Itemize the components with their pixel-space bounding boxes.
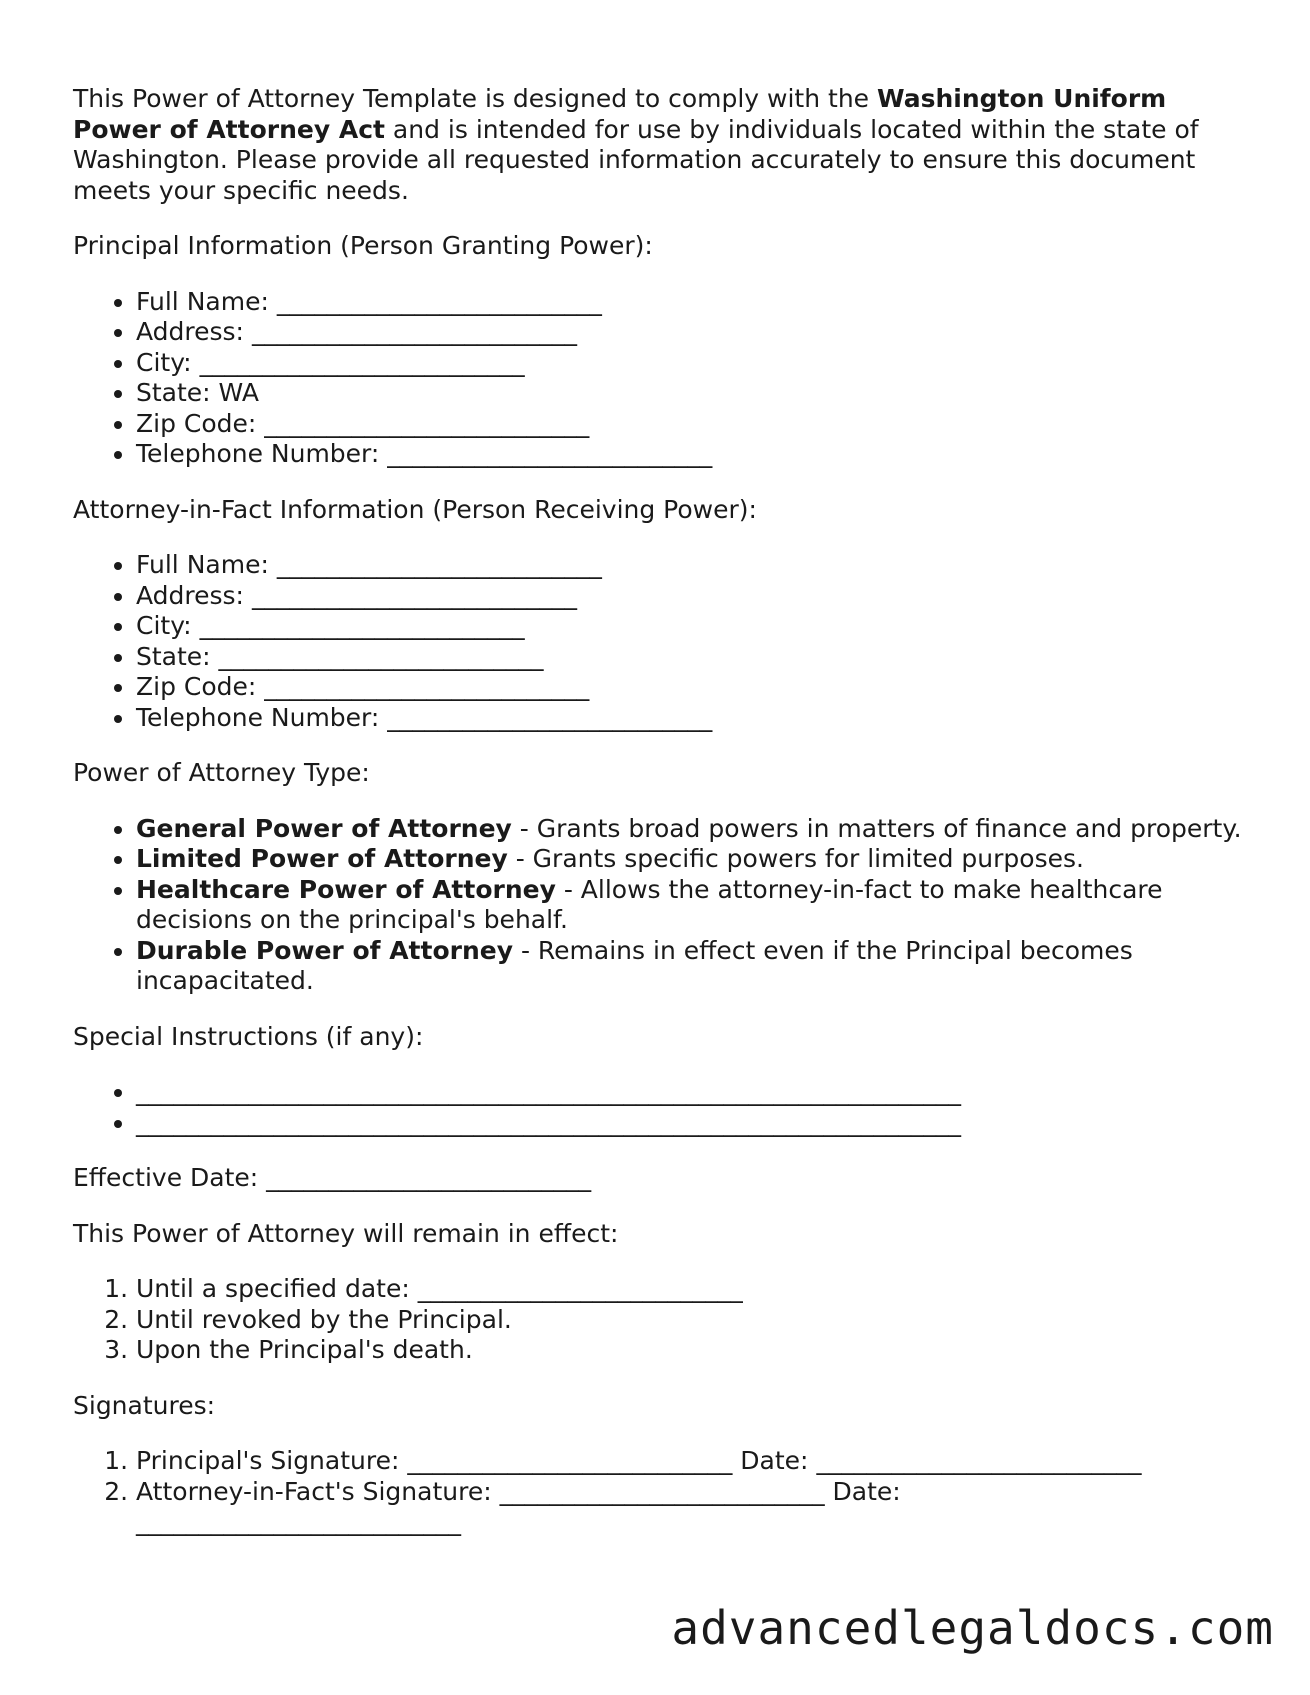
effective-date: Effective Date: __________________________ [73,1163,592,1192]
special-instruction-line [136,1077,1253,1108]
signatures-heading: Signatures: [73,1390,216,1420]
poa-type-list [73,814,1253,997]
principal-fields [73,287,1253,470]
principal-signature-date-blank[interactable]: __________________________ [816,1446,1142,1475]
special-instruction-blank[interactable]: __________________________________________________________________ [136,1077,961,1106]
duration-upon-death: 3. Upon the Principal's death. [136,1335,1253,1366]
principal-heading: Principal Information (Person Granting Power): [73,231,653,260]
attorney-state-blank[interactable]: __________________________ [218,641,544,671]
principal-city-blank[interactable]: __________________________ [199,347,525,377]
poa-type-heading: Power of Attorney Type: [73,758,370,787]
poa-type-limited: • Limited Power of Attorney - Grants specific powers for limited purposes. [136,844,1253,875]
poa-type-healthcare: • Healthcare Power of Attorney - Allows the attorney-in-fact to make healthcare decisions on the principal's behalf. [136,875,1253,936]
duration-until-revoked: 2. Until revoked by the Principal. [136,1305,1253,1336]
principal-full-name: • Full Name: __________________________ [136,287,1253,318]
duration-list [73,1274,1253,1366]
principal-state: • State: WA [136,378,1253,409]
poa-type-durable: • Durable Power of Attorney - Remains in effect even if the Principal becomes incapacitated. [136,936,1253,997]
attorney-address-blank[interactable]: __________________________ [251,580,577,610]
attorney-signature: 2. Attorney-in-Fact's Signature: __________________________ Date: __________________________ [136,1477,1253,1538]
brand-watermark: advancedlegaldocs.com [671,1601,1274,1655]
duration-date-blank[interactable]: __________________________ [417,1274,743,1303]
attorney-heading: Attorney-in-Fact Information (Person Receiving Power): [73,494,757,524]
attorney-zip: • Zip Code: __________________________ [136,672,1253,703]
document-page [73,84,1253,1563]
special-instruction-blank[interactable]: __________________________________________________________________ [136,1107,961,1137]
attorney-address: • Address: __________________________ [136,581,1253,612]
effective-date-blank[interactable]: __________________________ [266,1163,592,1192]
signatures-list [73,1446,1253,1538]
special-instruction-line [136,1108,1253,1139]
principal-full-name-blank[interactable]: __________________________ [276,286,602,316]
attorney-fields [73,550,1253,733]
duration-heading: This Power of Attorney will remain in effect: [73,1218,619,1248]
principal-city: • City: __________________________ [136,348,1253,379]
attorney-city: • City: __________________________ [136,611,1253,642]
principal-address: • Address: __________________________ [136,317,1253,348]
act-name: Washington Uniform Power of Attorney Act [73,84,1167,144]
attorney-full-name-blank[interactable]: __________________________ [276,550,602,579]
principal-zip: • Zip Code: __________________________ [136,409,1253,440]
attorney-city-blank[interactable]: __________________________ [199,611,525,640]
attorney-state: • State: __________________________ [136,642,1253,673]
principal-signature: 1. Principal's Signature: __________________________ Date: __________________________ [136,1446,1253,1477]
attorney-signature-date-blank[interactable]: __________________________ [136,1507,461,1536]
special-instructions-heading: Special Instructions (if any): [73,1021,424,1051]
principal-telephone: • Telephone Number: __________________________ [136,439,1253,470]
principal-telephone-blank[interactable]: __________________________ [387,439,713,468]
special-instructions-list [73,1077,1253,1138]
principal-signature-blank[interactable]: __________________________ [407,1446,733,1475]
principal-state-value: WA [218,378,260,407]
poa-type-general: • General Power of Attorney - Grants broad powers in matters of finance and property. [136,814,1253,845]
intro-paragraph: This Power of Attorney Template is designed to comply with the Washington Uniform Power of Attorney Act and is intended for use by individuals located within the state of Washington. Please provide all requested information accurately to ensure this document meets your specific needs. [73,84,1199,205]
attorney-telephone-blank[interactable]: __________________________ [387,702,713,732]
principal-zip-blank[interactable]: __________________________ [264,408,590,438]
attorney-telephone: • Telephone Number: __________________________ [136,703,1253,734]
attorney-full-name: • Full Name: __________________________ [136,550,1253,581]
duration-specified-date: 1. Until a specified date: __________________________ [136,1274,1253,1305]
attorney-signature-blank[interactable]: __________________________ [499,1476,825,1506]
attorney-zip-blank[interactable]: __________________________ [264,672,590,701]
principal-address-blank[interactable]: __________________________ [251,317,577,346]
